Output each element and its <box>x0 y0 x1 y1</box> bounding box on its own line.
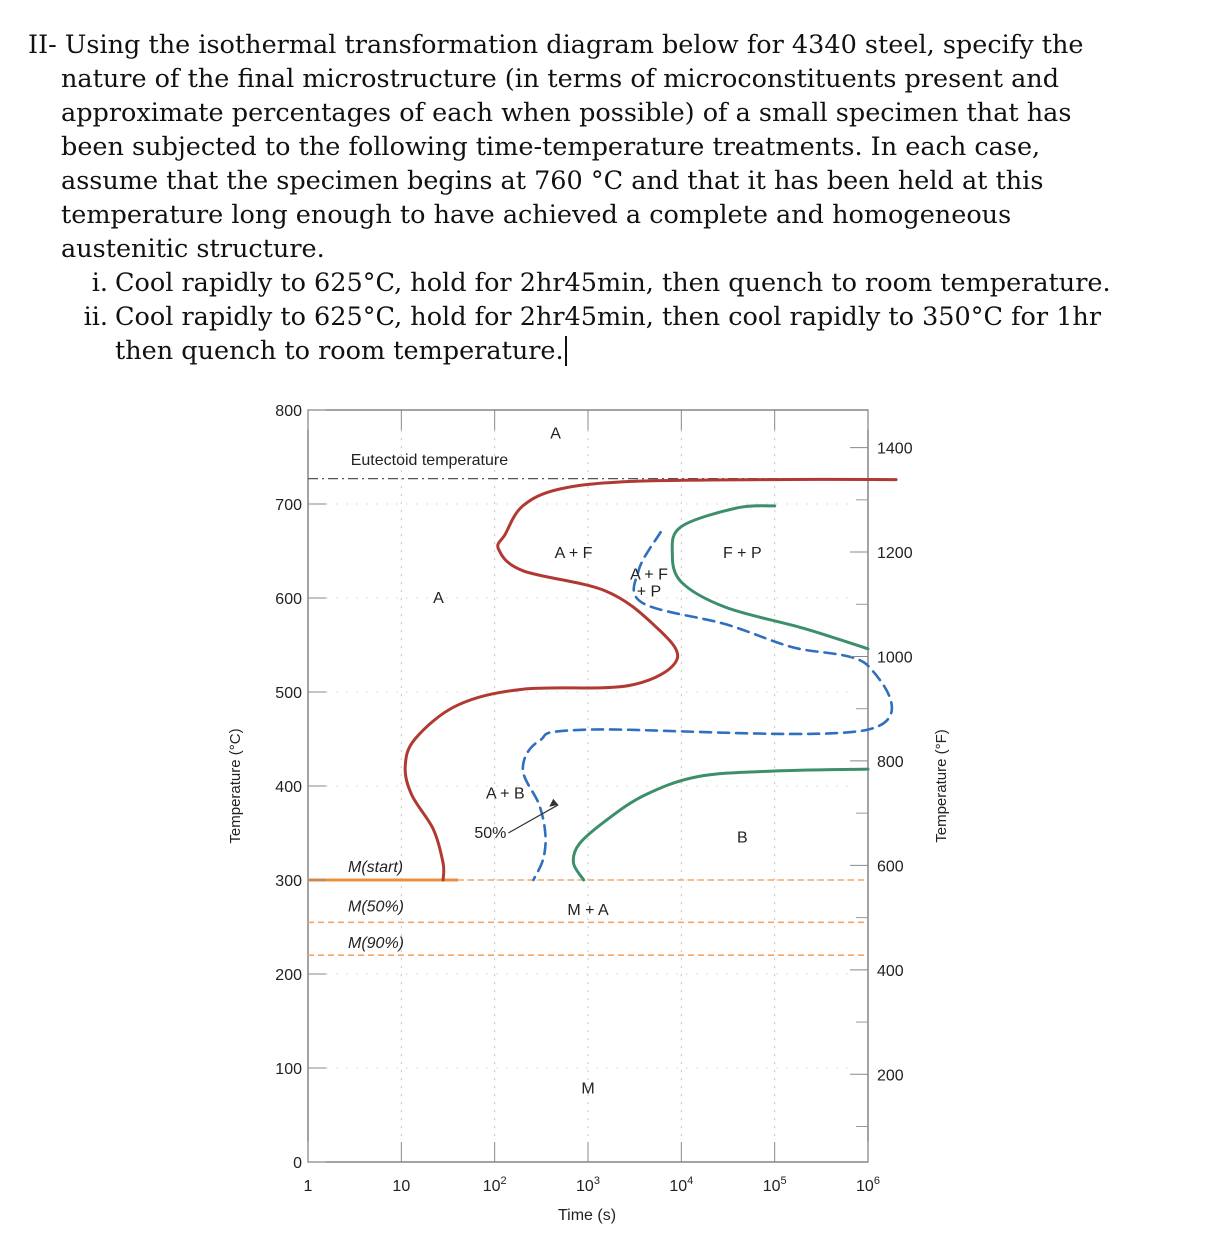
y-axis-label: Temperature (°C) <box>227 728 244 844</box>
question-line: approximate percentages of each when possible) of a small specimen that has <box>61 98 1072 128</box>
item-text: then quench to room temperature. <box>115 336 564 366</box>
y-tick-label: 300 <box>275 873 302 890</box>
y-tick-label: 400 <box>275 779 302 796</box>
question-line: II- Using the isothermal transformation diagram below for 4340 steel, specify the <box>28 30 1084 60</box>
item-number: ii. <box>83 302 108 332</box>
y-tick-label: 500 <box>275 685 302 702</box>
y-right-tick-label: 800 <box>877 753 904 771</box>
y-tick-label: 800 <box>275 403 302 420</box>
region-label: F + P <box>722 544 762 562</box>
region-label: A <box>550 425 561 443</box>
region-label: A + B <box>485 785 525 803</box>
region-label: M + A <box>567 902 609 920</box>
item-text: Cool rapidly to 625°C, hold for 2hr45min, then quench to room temperature. <box>115 268 1111 298</box>
x-tick-label: 1 <box>303 1178 313 1195</box>
x-tick-label: $10^5$ <box>762 1175 787 1195</box>
item-number: i. <box>91 268 108 298</box>
martensite-label: M(90%) <box>348 935 405 953</box>
y-right-tick-label: 200 <box>877 1067 904 1085</box>
fifty-percent-arrow <box>508 805 558 833</box>
region-label: A + F <box>630 566 668 584</box>
item-text: Cool rapidly to 625°C, hold for 2hr45min, then cool rapidly to 350°C for 1hr <box>115 302 1102 332</box>
x-tick-label: $10^6$ <box>856 1175 880 1195</box>
x-tick-label: $10^3$ <box>576 1175 600 1195</box>
region-label: + P <box>636 583 662 601</box>
region-label: 50% <box>474 825 507 842</box>
region-label: A <box>433 590 444 607</box>
y-tick-label: 100 <box>275 1061 302 1078</box>
y-right-tick-label: 1000 <box>877 649 913 667</box>
curve-finish <box>672 506 868 649</box>
question-line: been subjected to the following time-temperature treatments. In each case, <box>61 132 1041 162</box>
y-right-tick-label: 1200 <box>877 545 913 563</box>
y-tick-label: 700 <box>275 497 302 514</box>
y-axis-label-right: Temperature (°F) <box>933 729 950 843</box>
y-right-tick-label: 600 <box>877 858 904 876</box>
x-axis-label: Time (s) <box>557 1207 617 1224</box>
region-label: B <box>736 829 748 847</box>
y-right-tick-label: 400 <box>877 962 904 980</box>
y-tick-label: 200 <box>275 967 302 984</box>
x-tick-label: 10 <box>392 1178 411 1195</box>
region-label: A + F <box>554 544 593 562</box>
curve-start <box>405 479 896 880</box>
region-label: M <box>581 1080 595 1098</box>
question-line: assume that the specimen begins at 760 °C and that it has been held at this <box>61 166 1044 196</box>
x-tick-label: $10^4$ <box>669 1175 694 1195</box>
x-tick-label: $10^2$ <box>482 1175 507 1195</box>
region-label: Eutectoid temperature <box>350 451 509 469</box>
martensite-label: M(start) <box>348 859 404 876</box>
y-right-tick-label: 1400 <box>877 440 913 458</box>
question-line: nature of the final microstructure (in terms of microconstituents present and <box>61 64 1060 94</box>
y-tick-label: 600 <box>275 591 302 608</box>
y-tick-label: 0 <box>293 1155 302 1172</box>
question-line: temperature long enough to have achieved a complete and homogeneous <box>61 200 1012 230</box>
question-line: austenitic structure. <box>61 234 325 264</box>
martensite-label: M(50%) <box>348 898 405 916</box>
